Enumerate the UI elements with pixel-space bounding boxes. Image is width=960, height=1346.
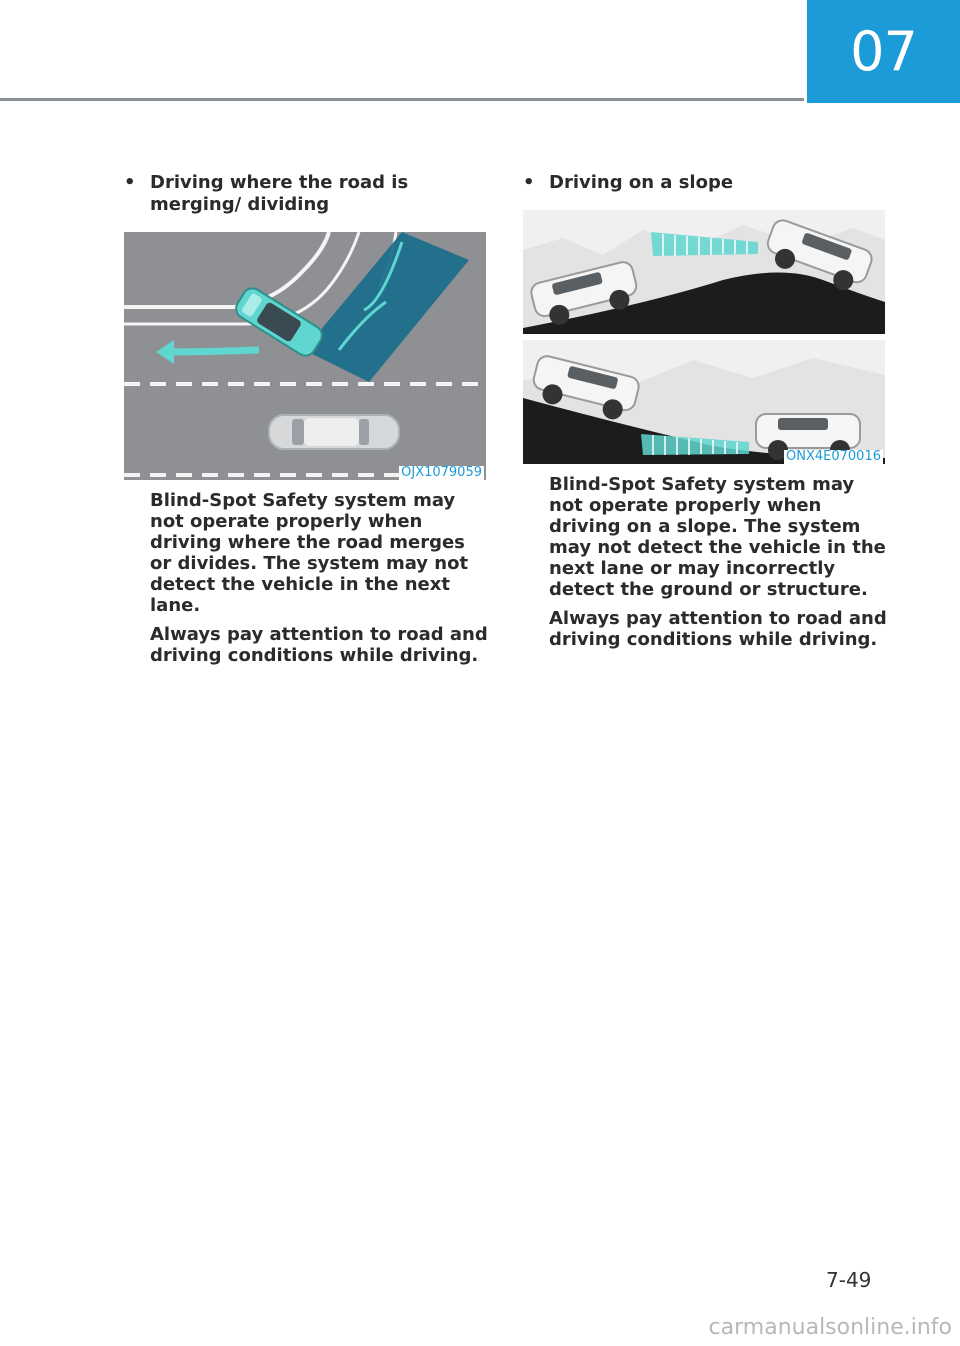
left-paragraph-2: Always pay attention to road and driving conditions while driving.: [150, 624, 488, 666]
header-rule: [0, 98, 804, 101]
left-bullet-heading: [124, 172, 489, 216]
left-paragraph-1: Blind-Spot Safety system may not operate properly when driving where the road merges or divides. The system may not detect the vehicle in the next lane.: [150, 490, 469, 616]
left-heading-text: Driving where the road is merging/ dividing: [150, 172, 409, 215]
chapter-tab: [807, 0, 960, 103]
bullet-dot: •: [124, 172, 136, 193]
left-column: [124, 172, 489, 666]
figure-code: OJX1079059: [401, 465, 482, 480]
right-column: [523, 172, 888, 650]
right-paragraph-2: Always pay attention to road and driving conditions while driving.: [549, 608, 887, 650]
figure-code: ONX4E070016: [786, 449, 881, 464]
merge-road-illustration: [124, 232, 486, 480]
chapter-number: 07: [850, 20, 917, 83]
watermark: carmanualsonline.info: [708, 1315, 952, 1340]
right-heading-text: Driving on a slope: [549, 172, 734, 193]
page-number: 7-49: [826, 1268, 872, 1292]
slope-figure: [523, 210, 885, 464]
right-paragraph-1: Blind-Spot Safety system may not operate properly when driving on a slope. The system may not detect the vehicle in the next lane or may incorrectly detect the ground or structure.: [549, 474, 886, 600]
slope-illustration: [523, 210, 885, 464]
merge-road-figure: [124, 232, 486, 480]
bullet-dot: •: [523, 172, 535, 193]
right-bullet-heading: [523, 172, 888, 194]
